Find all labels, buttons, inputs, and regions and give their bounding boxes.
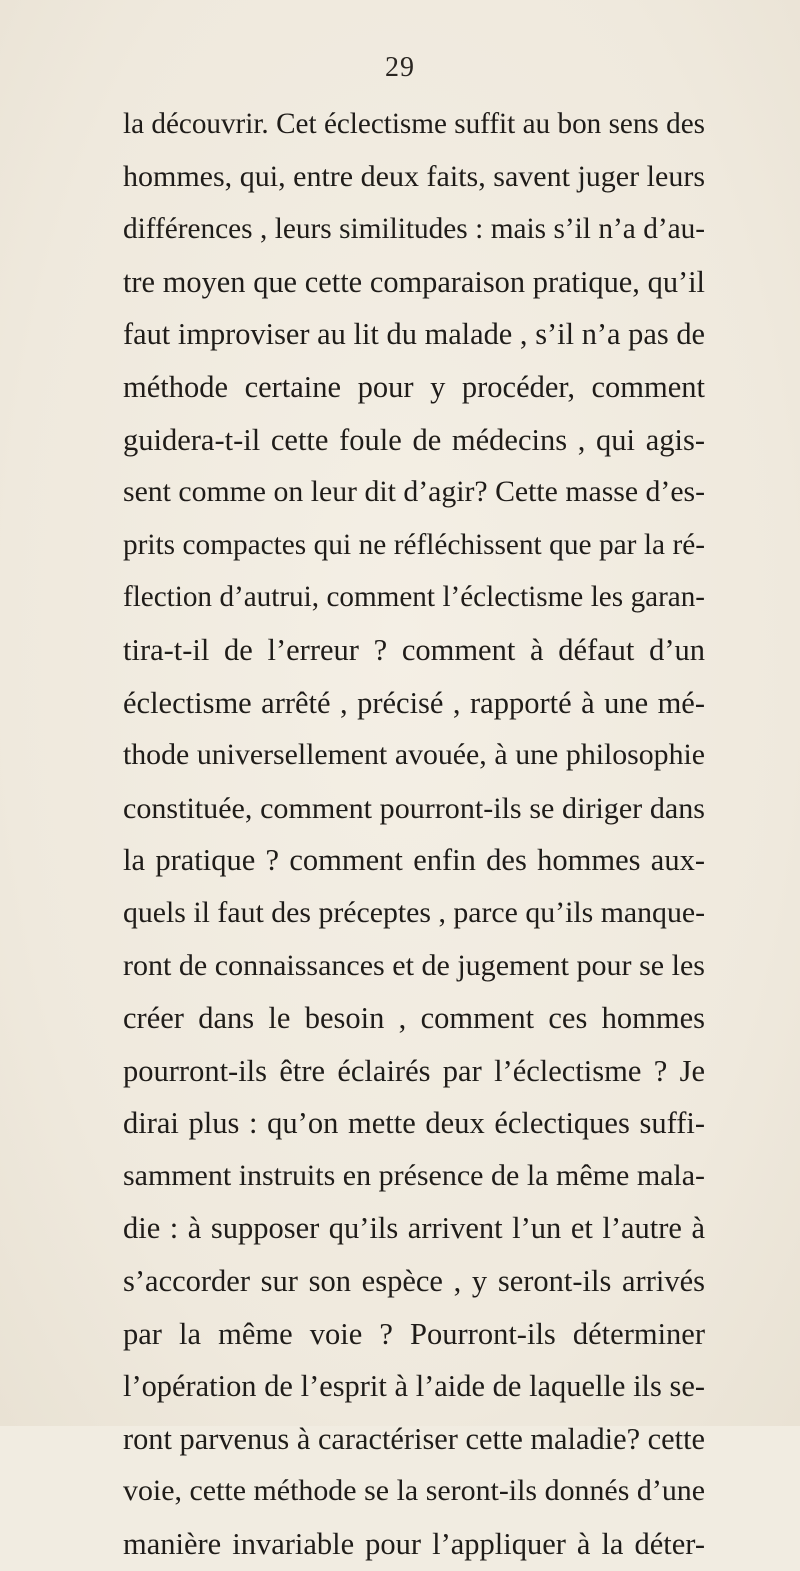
text-line: pourront-ils être éclairés par l’éclectisme ? Je bbox=[123, 1053, 705, 1088]
text-line: faut improviser au lit du malade , s’il n’a pas de bbox=[123, 317, 705, 352]
text-line: créer dans le besoin , comment ces hommes bbox=[123, 1001, 705, 1036]
text-line: sent comme on leur dit d’agir? Cette masse d’es- bbox=[123, 475, 705, 509]
text-line: différences , leurs similitudes : mais s’il n’a d’au- bbox=[123, 213, 705, 246]
text-line: éclectisme arrêté , précisé , rapporté à une mé- bbox=[123, 685, 705, 720]
text-line: tira-t-il de l’erreur ? comment à défaut d’un bbox=[123, 632, 705, 667]
text-line: dirai plus : qu’on mette deux éclectiques suffi- bbox=[123, 1106, 705, 1141]
text-line: die : à supposer qu’ils arrivent l’un et l’autre à bbox=[123, 1211, 705, 1246]
text-line: s’accorder sur son espèce , y seront-ils arrivés bbox=[123, 1264, 705, 1299]
text-line: guidera-t-il cette foule de médecins , qui agis- bbox=[123, 422, 705, 457]
text-line: quels il faut des préceptes , parce qu’ils manque- bbox=[123, 895, 705, 929]
text-line: hommes, qui, entre deux faits, savent juger leurs bbox=[123, 159, 705, 193]
text-line: ront de connaissances et de jugement pour se les bbox=[123, 948, 705, 982]
text-line: par la même voie ? Pourront-ils déterminer bbox=[123, 1316, 705, 1351]
text-line: prits compactes qui ne réfléchissent que par la ré- bbox=[123, 528, 705, 561]
text-line: voie, cette méthode se la seront-ils donnés d’une bbox=[123, 1474, 705, 1508]
text-line: la pratique ? comment enfin des hommes aux- bbox=[123, 843, 705, 878]
text-line: tre moyen que cette comparaison pratique, qu’il bbox=[123, 264, 705, 299]
text-line: la découvrir. Cet éclectisme suffit au bon sens des bbox=[123, 108, 705, 140]
text-line: manière invariable pour l’appliquer à la déter- bbox=[123, 1527, 705, 1562]
text-line: samment instruits en présence de la même mala- bbox=[123, 1158, 705, 1192]
text-line: constituée, comment pourront-ils se diriger dans bbox=[123, 790, 705, 825]
body-text bbox=[123, 98, 705, 1571]
page-number: 29 bbox=[385, 52, 415, 83]
text-line: l’opération de l’esprit à l’aide de laquelle ils se- bbox=[123, 1369, 705, 1404]
text-line: thode universellement avouée, à une philosophie bbox=[123, 738, 705, 772]
text-line: flection d’autrui, comment l’éclectisme les garan- bbox=[123, 581, 705, 614]
text-line: méthode certaine pour y procéder, comment bbox=[123, 369, 705, 404]
text-line: ront parvenus à caractériser cette maladie? cette bbox=[123, 1421, 705, 1456]
